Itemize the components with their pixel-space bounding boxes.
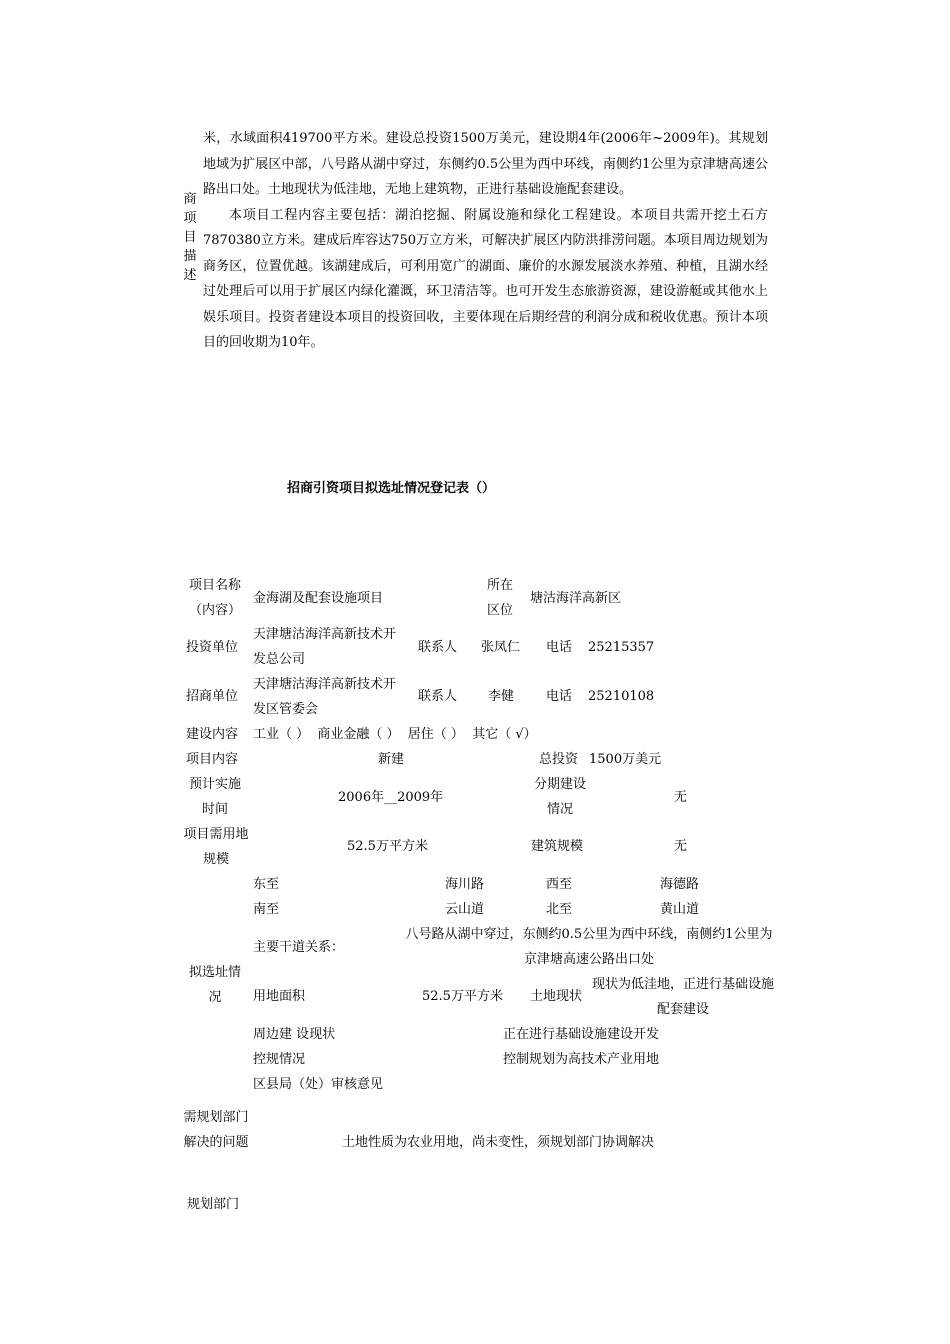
land-need-label: 项目需用地规模 bbox=[183, 827, 249, 867]
promoter-contact-value: 李健 bbox=[488, 689, 515, 704]
build-content-value: 工业（ ） 商业金融（ ） 居住（ ） 其它（ √） bbox=[253, 727, 537, 742]
site-label: 拟选址情况 bbox=[188, 965, 241, 1005]
investor-phone-label: 电话 bbox=[546, 640, 573, 655]
investor-contact-label: 联系人 bbox=[418, 640, 458, 655]
area-value: 52.5万平方米 bbox=[422, 989, 503, 1004]
issue-value: 土地性质为农业用地，尚未变性，须规划部门协调解决 bbox=[342, 1135, 655, 1150]
west-value: 海德路 bbox=[660, 877, 700, 892]
project-name-value: 金海湖及配套设施项目 bbox=[253, 591, 384, 606]
review-label: 区县局（处）审核意见 bbox=[253, 1077, 384, 1092]
east-label: 东至 bbox=[253, 877, 280, 892]
promoter-phone-label: 电话 bbox=[546, 689, 573, 704]
investor-value: 天津塘沽海洋高新技术开发总公司 bbox=[253, 627, 397, 667]
surround-label: 周边建 设现状 bbox=[253, 1027, 336, 1042]
project-content-value: 新建 bbox=[378, 752, 405, 767]
east-value: 海川路 bbox=[445, 877, 485, 892]
promoter-contact-label: 联系人 bbox=[418, 689, 458, 704]
location-value: 塘沽海洋高新区 bbox=[530, 591, 622, 606]
north-label: 北至 bbox=[546, 902, 573, 917]
land-need-value: 52.5万平方米 bbox=[347, 839, 428, 854]
area-label: 用地面积 bbox=[253, 989, 306, 1004]
project-name-label: 项目名称（内容） bbox=[188, 578, 241, 618]
promoter-label: 招商单位 bbox=[186, 689, 239, 704]
trunk-value: 八号路从湖中穿过，东侧约0.5公里为西中环线，南侧约1公里为京津塘高速公路出口处 bbox=[405, 927, 773, 967]
description-paragraph-2: 本项目工程内容主要包括：湖泊挖掘、附属设施和绿化工程建设。本项目共需开挖土石方7870380立方米。建成后库容达750万立方米，可解决扩展区内防洪排涝问题。本项目周边规划为商务区，位置优越。该湖建成后，可利用宽广的湖面、廉价的水源发展淡水养殖、种植，且湖水经过处理后可以用于扩展区内绿化灌溉，环卫清洁等。也可开发生态旅游资源，建设游艇或其他水上娱乐项目。投资者建设本项目的投资回收，主要体现在后期经营的利润分成和税收优惠。预计本项目的回收期为10年。 bbox=[203, 207, 768, 350]
land-status-label: 土地现状 bbox=[530, 989, 583, 1004]
total-invest-label: 总投资 bbox=[539, 752, 579, 767]
trunk-label: 主要干道关系： bbox=[253, 940, 345, 955]
control-value: 控制规划为高技术产业用地 bbox=[503, 1052, 660, 1067]
form-title: 招商引资项目拟选址情况登记表（） bbox=[287, 481, 496, 496]
project-content-label: 项目内容 bbox=[186, 752, 239, 767]
description-paragraph-1: 米，水域面积419700平方米。建设总投资1500万美元，建设期4年(2006年~2009年)。其规划地域为扩展区中部，八号路从湖中穿过，东侧约0.5公里为西中环线，南侧约1公里为京津塘高速公路出口处。土地现状为低洼地，无地上建筑物，正进行基础设施配套建设。 bbox=[203, 131, 768, 197]
total-invest-value: 1500万美元 bbox=[589, 752, 662, 767]
south-label: 南至 bbox=[253, 902, 280, 917]
land-status-value: 现状为低洼地，正进行基础设施配套建设 bbox=[592, 977, 775, 1017]
period-label: 预计实施时间 bbox=[188, 777, 241, 817]
build-content-label: 建设内容 bbox=[186, 727, 239, 742]
north-value: 黄山道 bbox=[660, 902, 700, 917]
investor-phone-value: 25215357 bbox=[588, 640, 655, 655]
south-value: 云山道 bbox=[445, 902, 485, 917]
location-label: 所在区位 bbox=[487, 578, 514, 618]
planning-dept-label: 规划部门 bbox=[187, 1197, 240, 1212]
investor-contact-value: 张凤仁 bbox=[481, 640, 521, 655]
build-scale-label: 建筑规模 bbox=[531, 839, 584, 854]
build-scale-value: 无 bbox=[674, 839, 688, 854]
control-label: 控规情况 bbox=[253, 1052, 306, 1067]
period-value: 2006年__2009年 bbox=[338, 790, 444, 805]
project-description-label: 商项目描述 bbox=[183, 192, 197, 283]
west-label: 西至 bbox=[546, 877, 573, 892]
surround-value: 正在进行基础设施建设开发 bbox=[503, 1027, 660, 1042]
issue-label: 需规划部门解决的问题 bbox=[183, 1110, 249, 1150]
phased-value: 无 bbox=[674, 790, 688, 805]
investor-label: 投资单位 bbox=[186, 640, 239, 655]
phased-label: 分期建设情况 bbox=[533, 777, 586, 817]
promoter-phone-value: 25210108 bbox=[588, 689, 655, 704]
project-description-body bbox=[203, 126, 768, 356]
promoter-value: 天津塘沽海洋高新技术开发区管委会 bbox=[253, 677, 397, 717]
